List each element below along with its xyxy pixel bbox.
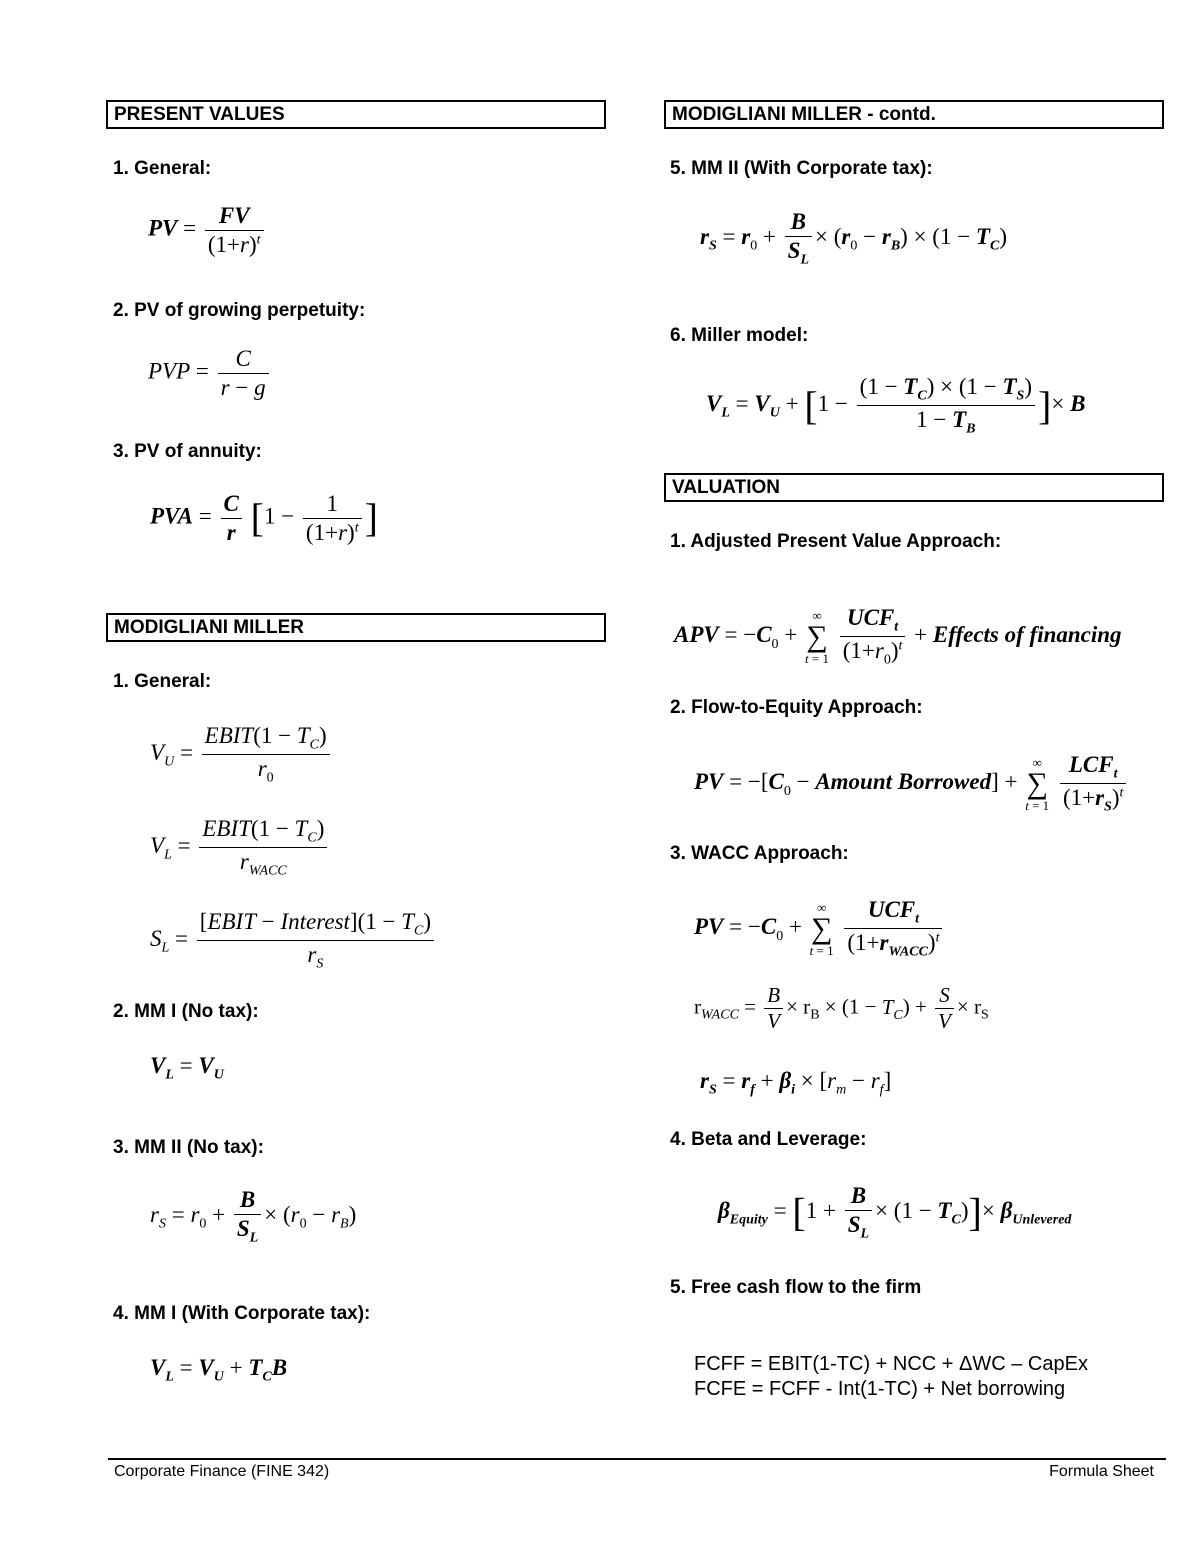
pv-annuity-formula: PVA = $\frac{C}{r}$ [1 − $\frac{1}{(1+r)^t}$ ] <box>150 491 378 545</box>
pv-growing-perpetuity-heading: 2. PV of growing perpetuity: <box>113 300 366 321</box>
section-header-present-values: PRESENT VALUES <box>106 100 606 129</box>
mm-general-heading: 1. General: <box>113 671 212 692</box>
miller-model-formula: $V_L = V_U + [1$ − $\frac{(1 - T_C) \times (1 - T_S)}{1 - T_B}$ ]× B <box>706 374 1086 437</box>
fcff-formula: FCFF = EBIT(1-TC) + NCC + ΔWC – CapEx <box>694 1353 1088 1375</box>
mm-i-no-tax-heading: 2. MM I (No tax): <box>113 1001 259 1022</box>
mm-ii-no-tax-formula: $r_S = r_0$ + $\frac{B}{S_L}$ × $(r_0 - r_B)$ <box>150 1187 357 1246</box>
footer-left: Corporate Finance (FINE 342) <box>114 1463 330 1480</box>
section-header-valuation: VALUATION <box>664 473 1164 502</box>
wacc-heading: 3. WACC Approach: <box>670 843 849 864</box>
section-header-modigliani-miller-contd: MODIGLIANI MILLER - contd. <box>664 100 1164 129</box>
mm-ii-no-tax-heading: 3. MM II (No tax): <box>113 1137 264 1158</box>
wacc-pv-formula: PV = $-C_0$ + ∞ ∑ t = 1 $\frac{UCF_t}{(1+r_{WACC})^t}$ <box>694 896 945 962</box>
pv-growing-perpetuity-formula: PVP = $\frac{C}{r - g}$ <box>148 345 272 401</box>
mm-i-corp-tax-heading: 4. MM I (With Corporate tax): <box>113 1303 371 1324</box>
apv-formula: APV = $-C_0$ + ∞ ∑ t = 1 $\frac{UCF_t}{(1+r_0)^t}$ + Effects of financing <box>674 605 1122 668</box>
pv-annuity-heading: 3. PV of annuity: <box>113 441 262 462</box>
fcfe-formula: FCFE = FCFF - Int(1-TC) + Net borrowing <box>694 1378 1066 1400</box>
mm-ii-corp-tax-formula: $r_S = r_0$ + $\frac{B}{S_L}$ × $(r_0 - r_B) \times (1 - T_C)$ <box>700 209 1007 268</box>
pv-general-heading: 1. General: <box>113 158 212 179</box>
beta-leverage-formula: $\beta_{Equity} = [1$ + $\frac{B}{S_L}$ × $(1 - T_C)]\times \beta_{Unlevered}$ <box>718 1183 1072 1242</box>
fte-formula: PV = $-[C_0$ − Amount Borrowed] + ∞ ∑ t = 1 $\frac{LCF_t}{(1+r_S)^t}$ <box>694 751 1129 817</box>
section-header-modigliani-miller: MODIGLIANI MILLER <box>106 613 606 642</box>
footer-right: Formula Sheet <box>1049 1463 1154 1480</box>
beta-leverage-heading: 4. Beta and Leverage: <box>670 1129 867 1150</box>
apv-heading: 1. Adjusted Present Value Approach: <box>670 531 1002 552</box>
mm-vl-formula: $V_L$ = $\frac{EBIT(1 - T_C)}{r_{WACC}}$ <box>150 815 330 881</box>
footer-rule <box>108 1458 1166 1460</box>
fte-heading: 2. Flow-to-Equity Approach: <box>670 697 923 718</box>
fcf-heading: 5. Free cash flow to the firm <box>670 1277 922 1298</box>
mm-sl-formula: $S_L$ = $\frac{[EBIT - Interest](1 - T_C)}{r_S}$ <box>150 908 437 974</box>
mm-i-corp-tax-formula: $V_L = V_U + T_CB$ <box>150 1355 288 1385</box>
capm-formula: $r_S = r_f + \beta_i \times [r_m - r_f]$ <box>700 1068 892 1098</box>
mm-i-no-tax-formula: $V_L = V_U$ <box>150 1053 224 1083</box>
miller-model-heading: 6. Miller model: <box>670 325 809 346</box>
pv-general-formula: PV = $\frac{FV}{(1+r)^t}$ <box>148 202 267 258</box>
mm-ii-corp-tax-heading: 5. MM II (With Corporate tax): <box>670 158 933 179</box>
wacc-rate-formula: $r_{WACC}$ = $\frac{B}{V}$ × $r_B \times (1 - T_C)$ + $\frac{S}{V}$ × $r_S$ <box>694 983 989 1034</box>
mm-vu-formula: $V_U$ = $\frac{EBIT(1 - T_C)}{r_0}$ <box>150 722 333 788</box>
